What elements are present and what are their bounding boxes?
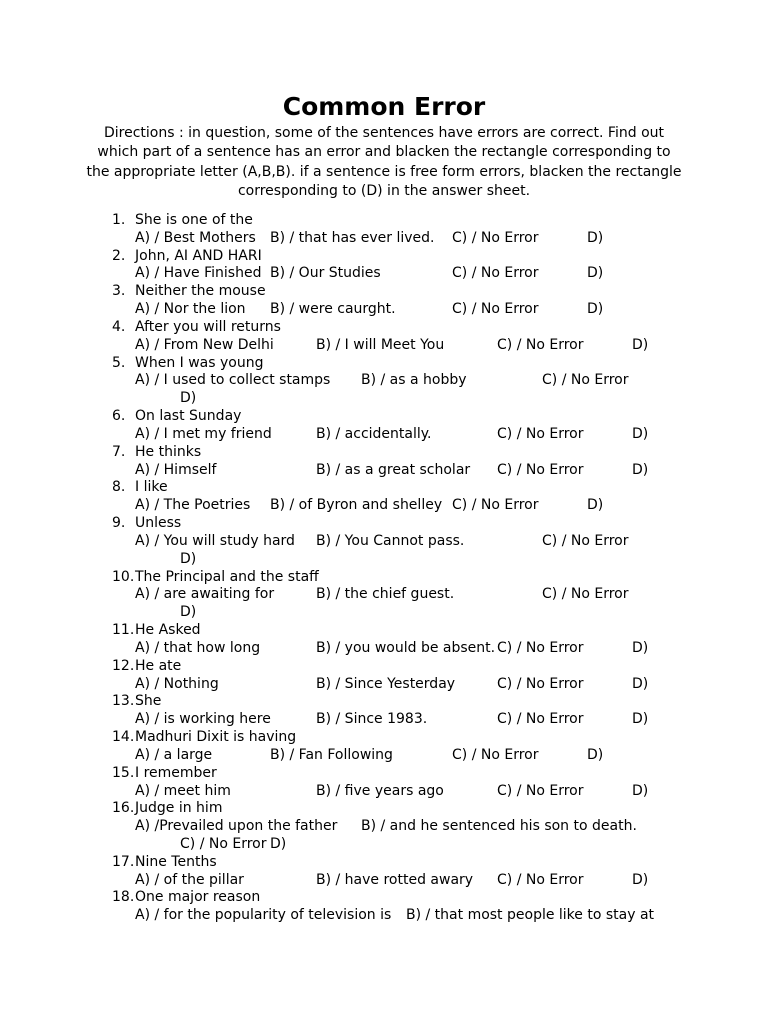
question-text: After you will returns [135,318,281,335]
option-d: D) [587,301,604,318]
question-text: John, AI AND HARI [135,247,262,264]
option-a: A) / From New Delhi [135,336,274,353]
options-line [0,265,768,283]
options-line [0,676,768,694]
option-a: A) / I met my friend [135,425,272,442]
option-b: B) / were caurght. [270,301,396,318]
question-text: On last Sunday [135,408,242,425]
option-d: D) [587,229,604,246]
question-stem [0,319,768,337]
options-line [0,747,768,765]
option-d: D) [587,265,604,282]
options-line [0,551,768,569]
option-a: A) / that how long [135,639,261,656]
question-stem [0,765,768,783]
option-d: D) [587,746,604,763]
option-d: D) [180,604,197,621]
option-a: A) / are awaiting for [135,586,275,603]
option-c: C) / No Error [542,532,629,549]
question-text: Neither the mouse [135,283,266,300]
question-text: She [135,693,162,710]
options-line [0,390,768,408]
option-b: B) / Our Studies [270,265,381,282]
question-stem [0,658,768,676]
options-line [0,497,768,515]
options-line [0,586,768,604]
question-number: 10. [112,568,135,585]
option-d: D) [180,550,197,567]
option-a: A) / You will study hard [135,532,295,549]
option-a: A) / Best Mothers [135,229,256,246]
option-b: B) / accidentally. [316,425,432,442]
option-c: C) / No Error [497,336,584,353]
option-b: B) / as a great scholar [316,461,471,478]
option-c: C) / No Error [497,711,584,728]
question-stem [0,729,768,747]
option-d: D) [270,835,287,852]
question-number: 12. [112,657,135,674]
question-number: 5. [112,354,126,371]
option-a: A) / of the pillar [135,871,244,888]
option-c: C) / No Error [497,639,584,656]
question-list [0,212,768,925]
option-d: D) [632,425,649,442]
question-number: 4. [112,318,126,335]
question-text: Nine Tenths [135,853,217,870]
page-title: Common Error [282,92,486,121]
question-number: 3. [112,283,126,300]
question-stem [0,248,768,266]
question-stem [0,283,768,301]
option-c: C) / No Error [542,372,629,389]
question-stem [0,408,768,426]
option-d: D) [180,390,197,407]
question-number: 13. [112,693,135,710]
option-d: D) [632,336,649,353]
option-c: C) / No Error [497,782,584,799]
options-line [0,783,768,801]
option-d: D) [632,782,649,799]
question-number: 18. [112,889,135,906]
question-number: 7. [112,443,126,460]
option-a: A) / Nor the lion [135,301,246,318]
option-b: B) / you would be absent. [316,639,496,656]
question-stem [0,569,768,587]
question-stem [0,212,768,230]
question-number: 6. [112,408,126,425]
options-line [0,640,768,658]
options-line [0,462,768,480]
option-b: B) / You Cannot pass. [316,532,465,549]
question-stem [0,854,768,872]
question-number: 11. [112,622,135,639]
option-b: B) / have rotted awary [316,871,474,888]
options-line [0,711,768,729]
question-stem [0,800,768,818]
option-c: C) / No Error [452,301,539,318]
question-number: 9. [112,515,126,532]
options-line [0,604,768,622]
option-a: A) / meet him [135,782,231,799]
option-c: C) / No Error [452,229,539,246]
option-c: C) / No Error [542,586,629,603]
question-stem [0,355,768,373]
option-a: A) / is working here [135,711,271,728]
question-text: Unless [135,515,182,532]
question-text: I like [135,479,168,496]
options-line [0,907,768,925]
option-b: B) / I will Meet You [316,336,445,353]
option-d: D) [632,675,649,692]
option-a: A) / I used to collect stamps [135,372,331,389]
question-stem [0,515,768,533]
question-number: 16. [112,800,135,817]
options-line [0,426,768,444]
option-c: C) / No Error [452,746,539,763]
directions-paragraph: Directions : in question, some of the sentences have errors are correct. Find out which part of a sentence has an error and blacken the rectangle corresponding to the appropriate letter (A,B,B). if a sentence is free form errors, blacken the rectangle corresponding to (D) in the answer sheet. [86,125,682,199]
option-d: D) [632,639,649,656]
option-a: A) / Himself [135,461,217,478]
question-number: 8. [112,479,126,496]
option-c: C) / No Error [180,835,267,852]
option-c: C) / No Error [497,425,584,442]
option-a: A) / Have Finished [135,265,262,282]
option-c: C) / No Error [452,265,539,282]
options-line [0,337,768,355]
option-d: D) [587,497,604,514]
question-text: He thinks [135,443,202,460]
option-c: C) / No Error [497,871,584,888]
option-b: B) / that has ever lived. [270,229,435,246]
option-b: B) / as a hobby [361,372,467,389]
question-text: I remember [135,764,217,781]
question-text: He ate [135,657,182,674]
option-b: B) / that most people like to stay at [406,907,655,924]
question-number: 17. [112,853,135,870]
question-number: 15. [112,764,135,781]
option-b: B) / Since 1983. [316,711,428,728]
option-b: B) / five years ago [316,782,444,799]
question-stem [0,444,768,462]
option-b: B) / of Byron and shelley [270,497,443,514]
question-text: Madhuri Dixit is having [135,729,297,746]
option-d: D) [632,711,649,728]
options-line [0,836,768,854]
question-stem [0,693,768,711]
option-c: C) / No Error [452,497,539,514]
option-b: B) / Fan Following [270,746,393,763]
question-number: 1. [112,212,126,228]
option-c: C) / No Error [497,461,584,478]
question-text: He Asked [135,622,201,639]
question-stem [0,479,768,497]
question-stem [0,622,768,640]
option-a: A) /Prevailed upon the father [135,818,338,835]
option-c: C) / No Error [497,675,584,692]
options-line [0,230,768,248]
options-line [0,372,768,390]
question-stem [0,889,768,907]
question-text: When I was young [135,354,264,371]
question-number: 14. [112,729,135,746]
options-line [0,872,768,890]
option-a: A) / for the popularity of television is [135,907,392,924]
option-a: A) / The Poetries [135,497,251,514]
question-text: Judge in him [135,800,223,817]
option-b: B) / and he sentenced his son to death. [361,818,637,835]
option-b: B) / Since Yesterday [316,675,456,692]
options-line [0,818,768,836]
question-text: One major reason [135,889,261,906]
option-b: B) / the chief guest. [316,586,455,603]
option-d: D) [632,871,649,888]
options-line [0,301,768,319]
question-text: The Principal and the staff [135,568,319,585]
option-d: D) [632,461,649,478]
option-a: A) / Nothing [135,675,219,692]
question-number: 2. [112,247,126,264]
options-line [0,533,768,551]
option-a: A) / a large [135,746,213,763]
question-text: She is one of the [135,212,253,228]
